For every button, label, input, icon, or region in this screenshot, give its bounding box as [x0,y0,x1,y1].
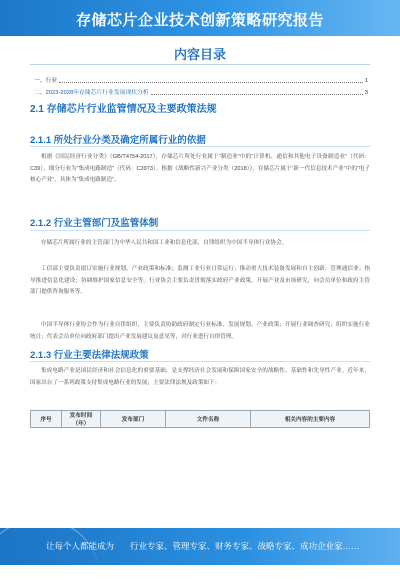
table-header-cell: 序号 [31,411,62,428]
toc-item[interactable] [34,75,368,84]
footer-slogan-right: 行业专家、管理专家、财务专家、战略专家、成功企业家…… [130,541,360,551]
paragraph-supervisor: 存储芯片所属行业的主管部门为中华人民共和国工业和信息化部，自律组织为中国半导体行业协会。 [41,240,288,246]
paragraph-laws-intro: 集成电路产业是国民经济和社会信息化的重要基础，是支撑经济社会发展和保障国家安全的战略性、基础性和先导性产业。近年来，国家出台了一系列政策支持集成电路行业的发展，主要法律法规及政策如下： [30,368,370,386]
paragraph-industry-classification: 根据《国民经济行业分类》（GB/T4754-2017），存储芯片所处行业属于“制造业”中的“计算机、通信和其他电子设备制造业”（代码：C39），细分行业为“集成电路制造”（代码：C3973）。根据《战略性新兴产业分类（2018）》，存储芯片属于“新一代信息技术产业”中的“电子核心产业”，具体为“集成电路制造”。 [30,154,370,183]
table-header-row [31,411,370,428]
footer-slogan-left: 让每个人都能成为 [46,541,115,551]
section-heading-2-1-1: 2.1.1 所处行业分类及确定所属行业的依据 [30,135,206,146]
toc-leader-dots [59,82,363,83]
table-header-cell: 文件名称 [166,411,251,428]
toc-item-page: 3 [364,90,368,96]
policy-table [30,410,370,428]
section-divider [30,230,370,231]
table-header-cell: 发布时间（年） [62,411,101,428]
section-heading-2-1: 2.1 存储芯片行业监管情况及主要政策法规 [30,104,217,115]
paragraph-association-duties: 中国半导体行业协会作为行业自律组织，主要负责协助政府制定行业标准、发展规划、产业政策；开展行业调查研究；组织实施行业统计；代表会员单位向政府部门提出产业发展建议及意见等，对行业进行自律管理。 [30,322,370,340]
toc-item-label: 二、2023-2028年存储芯片行业发展现状分析 [34,90,149,96]
toc-heading: 内容目录 [173,47,226,62]
toc-item-page: 1 [364,78,368,84]
toc-item[interactable] [34,87,368,96]
table-header-cell: 相关内容的主要内容 [251,411,370,428]
report-title: 存储芯片企业技术创新策略研究报告 [75,12,324,29]
paragraph-ministry-duties: 工信部主要负责拟订实施行业规划、产业政策和标准；监测工业行业日常运行；推动重大技术装备发展和自主创新；管理通信业；指导推进信息化建设；协调维护国家信息安全等。行业协会主要负责贯彻落实政府产业政策，开展产业及市场研究，向会员单位和政府主管部门提供咨询服务等。 [30,266,370,295]
section-heading-2-1-2: 2.1.2 行业主管部门及监管体制 [30,218,159,229]
toc-divider [30,64,370,65]
section-divider [30,146,370,147]
toc-leader-dots [151,94,363,95]
section-heading-2-1-3: 2.1.3 行业主要法律法规政策 [30,350,149,361]
section-divider [30,361,370,362]
table-header-cell: 发布部门 [101,411,166,428]
toc-item-label: 一、行业 [34,78,58,84]
